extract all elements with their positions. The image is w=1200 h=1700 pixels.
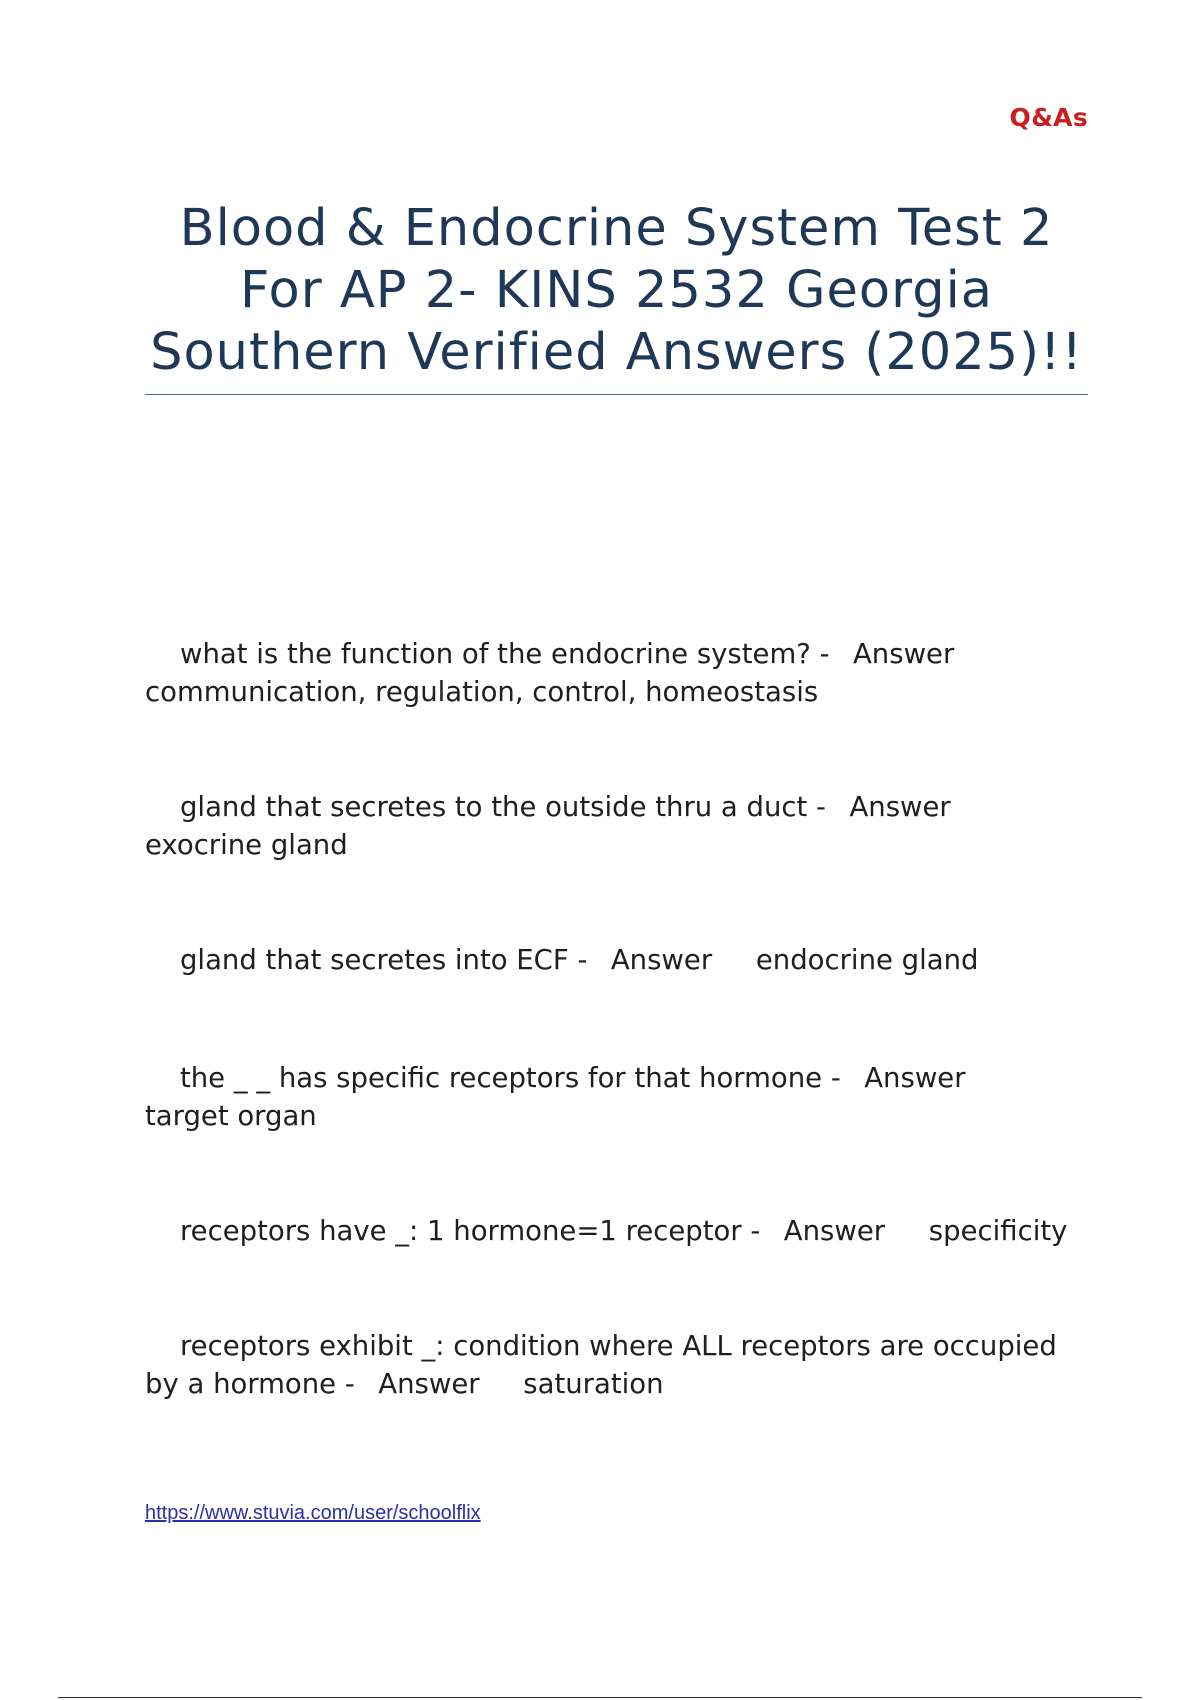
footer-divider (58, 1697, 1142, 1698)
answer-text: exocrine gland (145, 829, 348, 861)
answer-label: Answer (849, 791, 951, 823)
answer-label: Answer (783, 1215, 886, 1247)
question-text: receptors have _: 1 hormone=1 receptor - (179, 1215, 761, 1247)
question-text: receptors exhibit _: condition where ALL receptors are occupied by a hormone - (145, 1330, 1066, 1400)
answer-text: saturation (523, 1368, 664, 1400)
question-text: gland that secretes to the outside thru a duct - (179, 791, 826, 823)
answer-text: target organ (145, 1100, 317, 1132)
answer-text: endocrine gland (755, 944, 979, 976)
answer-label: Answer (864, 1062, 966, 1094)
qa-item-2 (145, 750, 1085, 902)
answer-label: Answer (378, 1368, 480, 1400)
question-text: gland that secretes into ECF - (179, 944, 588, 976)
author-profile-link[interactable]: https://www.stuvia.com/user/schoolflix (145, 1502, 481, 1524)
page-title: Blood & Endocrine System Test 2 For AP 2- KINS 2532 Georgia Southern Verified Answers (2025)!! (150, 199, 1083, 382)
answer-text: communication, regulation, control, homeostasis (145, 676, 819, 708)
qa-tag: Q&As (1009, 103, 1088, 132)
question-text: what is the function of the endocrine system? - (179, 638, 830, 670)
qa-item-1 (145, 597, 1085, 749)
question-text: the _ _ has specific receptors for that hormone - (179, 1062, 841, 1094)
qa-item-4 (145, 1021, 1085, 1173)
answer-text: specificity (928, 1215, 1068, 1247)
answer-label: Answer (610, 944, 713, 976)
title-underline (145, 394, 1088, 395)
answer-label: Answer (853, 638, 955, 670)
qa-item-6 (145, 1289, 1085, 1441)
qa-item-3 (145, 903, 1085, 1017)
qa-item-5 (145, 1174, 1085, 1288)
